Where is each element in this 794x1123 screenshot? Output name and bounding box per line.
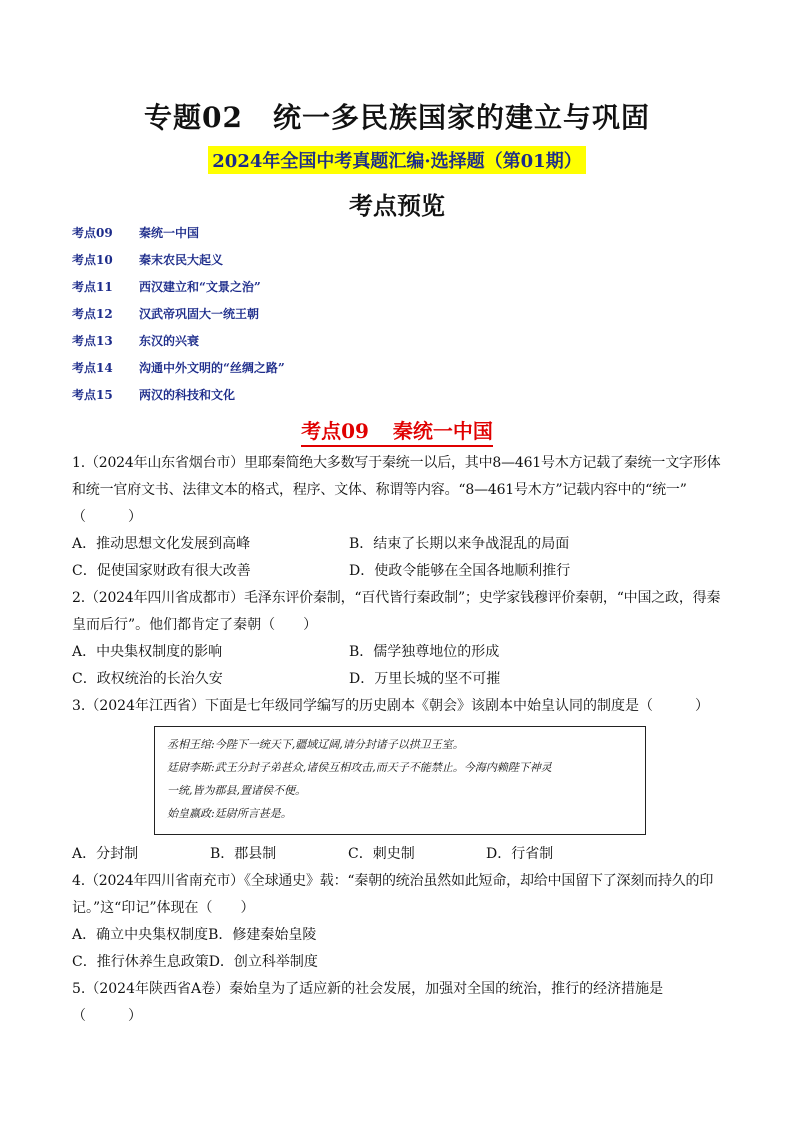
kaodian-heading: 考点09 秦统一中国 (301, 415, 493, 447)
option-c: C．促使国家财政有很大改善 (72, 563, 251, 579)
question-3-stem: 3.（2024年江西省）下面是七年级同学编写的历史剧本《朝会》该剧本中始皇认同的制度是（ ） (72, 698, 709, 714)
toc-item: 考点10 秦末农民大起义 (72, 253, 224, 267)
option-b: B．结束了长期以来争战混乱的局面 (349, 536, 570, 552)
options-row: A．确立中央集权制度B．修建秦始皇陵 (72, 927, 317, 943)
option-d: D．万里长城的坚不可摧 (349, 671, 501, 687)
option-b: B．儒学独尊地位的形成 (349, 644, 500, 660)
quote-line: 廷尉李斯:武王分封子弟甚众,诸侯互相攻击,而天子不能禁止。今海内赖陛下神灵 (167, 761, 552, 774)
option-a: A．中央集权制度的影响 (72, 644, 223, 660)
toc-item: 考点09 秦统一中国 (72, 226, 200, 240)
question-list (72, 450, 732, 1030)
question-2-stem: 2.（2024年四川省成都市）毛泽东评价秦制，“百代皆行秦政制”；史学家钱穆评价秦朝，“中国之政，得秦 (72, 590, 721, 606)
toc-item: 考点13 东汉的兴衰 (72, 334, 200, 348)
option-d: D．使政令能够在全国各地顺利推行 (349, 563, 571, 579)
title-topic-number: 专题02 (144, 101, 243, 134)
quote-line: 始皇嬴政:廷尉所言甚是。 (167, 807, 292, 820)
toc-item: 考点12 汉武帝巩固大一统王朝 (72, 307, 260, 321)
quote-line: 一统,皆为郡县,置诸侯不便。 (167, 784, 306, 797)
script-quote-box (154, 726, 646, 835)
toc-item: 考点15 两汉的科技和文化 (72, 388, 236, 402)
answer-blank: （ ） (72, 1008, 142, 1024)
option-b: B．郡县制 (210, 846, 277, 862)
subtitle-highlight: 2024年全国中考真题汇编·选择题（第01期） (208, 146, 585, 174)
question-2-stem-cont: 皇而后行”。他们都肯定了秦朝（ ） (72, 617, 318, 633)
question-1-stem-cont: 和统一官府文书、法律文本的格式，程序、文体、称谓等内容。“8—461号木方”记载内容中的“统一” (72, 482, 687, 498)
option-a: A．分封制 (72, 846, 139, 862)
option-a: A．推动思想文化发展到高峰 (72, 536, 251, 552)
toc-list (72, 223, 285, 412)
option-d: D．行省制 (486, 846, 554, 862)
option-c: C．政权统治的长治久安 (72, 671, 223, 687)
answer-blank: （ ） (72, 509, 142, 525)
question-4-stem: 4.（2024年四川省南充市）《全球通史》载：“秦朝的统治虽然如此短命，却给中国留下了深刻而持久的印 (72, 873, 714, 889)
title-topic-name: 统一多民族国家的建立与巩固 (272, 101, 650, 134)
toc-item: 考点11 西汉建立和“文景之治” (72, 280, 261, 294)
quote-line: 丞相王绾:今陛下一统天下,疆域辽阔,请分封诸子以拱卫王室。 (167, 738, 464, 751)
page-title (0, 96, 794, 136)
section-title: 考点预览 (349, 191, 445, 220)
question-4-stem-cont: 记。”这“印记”体现在（ ） (72, 900, 255, 916)
toc-item: 考点14 沟通中外文明的“丝绸之路” (72, 361, 285, 375)
question-5-stem: 5.（2024年陕西省A卷）秦始皇为了适应新的社会发展，加强对全国的统治，推行的经济措施是 (72, 981, 664, 997)
options-row: C．推行休养生息政策D．创立科举制度 (72, 954, 318, 970)
question-1-stem: 1.（2024年山东省烟台市）里耶秦简绝大多数写于秦统一以后，其中8—461号木方记载了秦统一文字形体 (72, 455, 721, 471)
option-c: C．刺史制 (348, 846, 415, 862)
